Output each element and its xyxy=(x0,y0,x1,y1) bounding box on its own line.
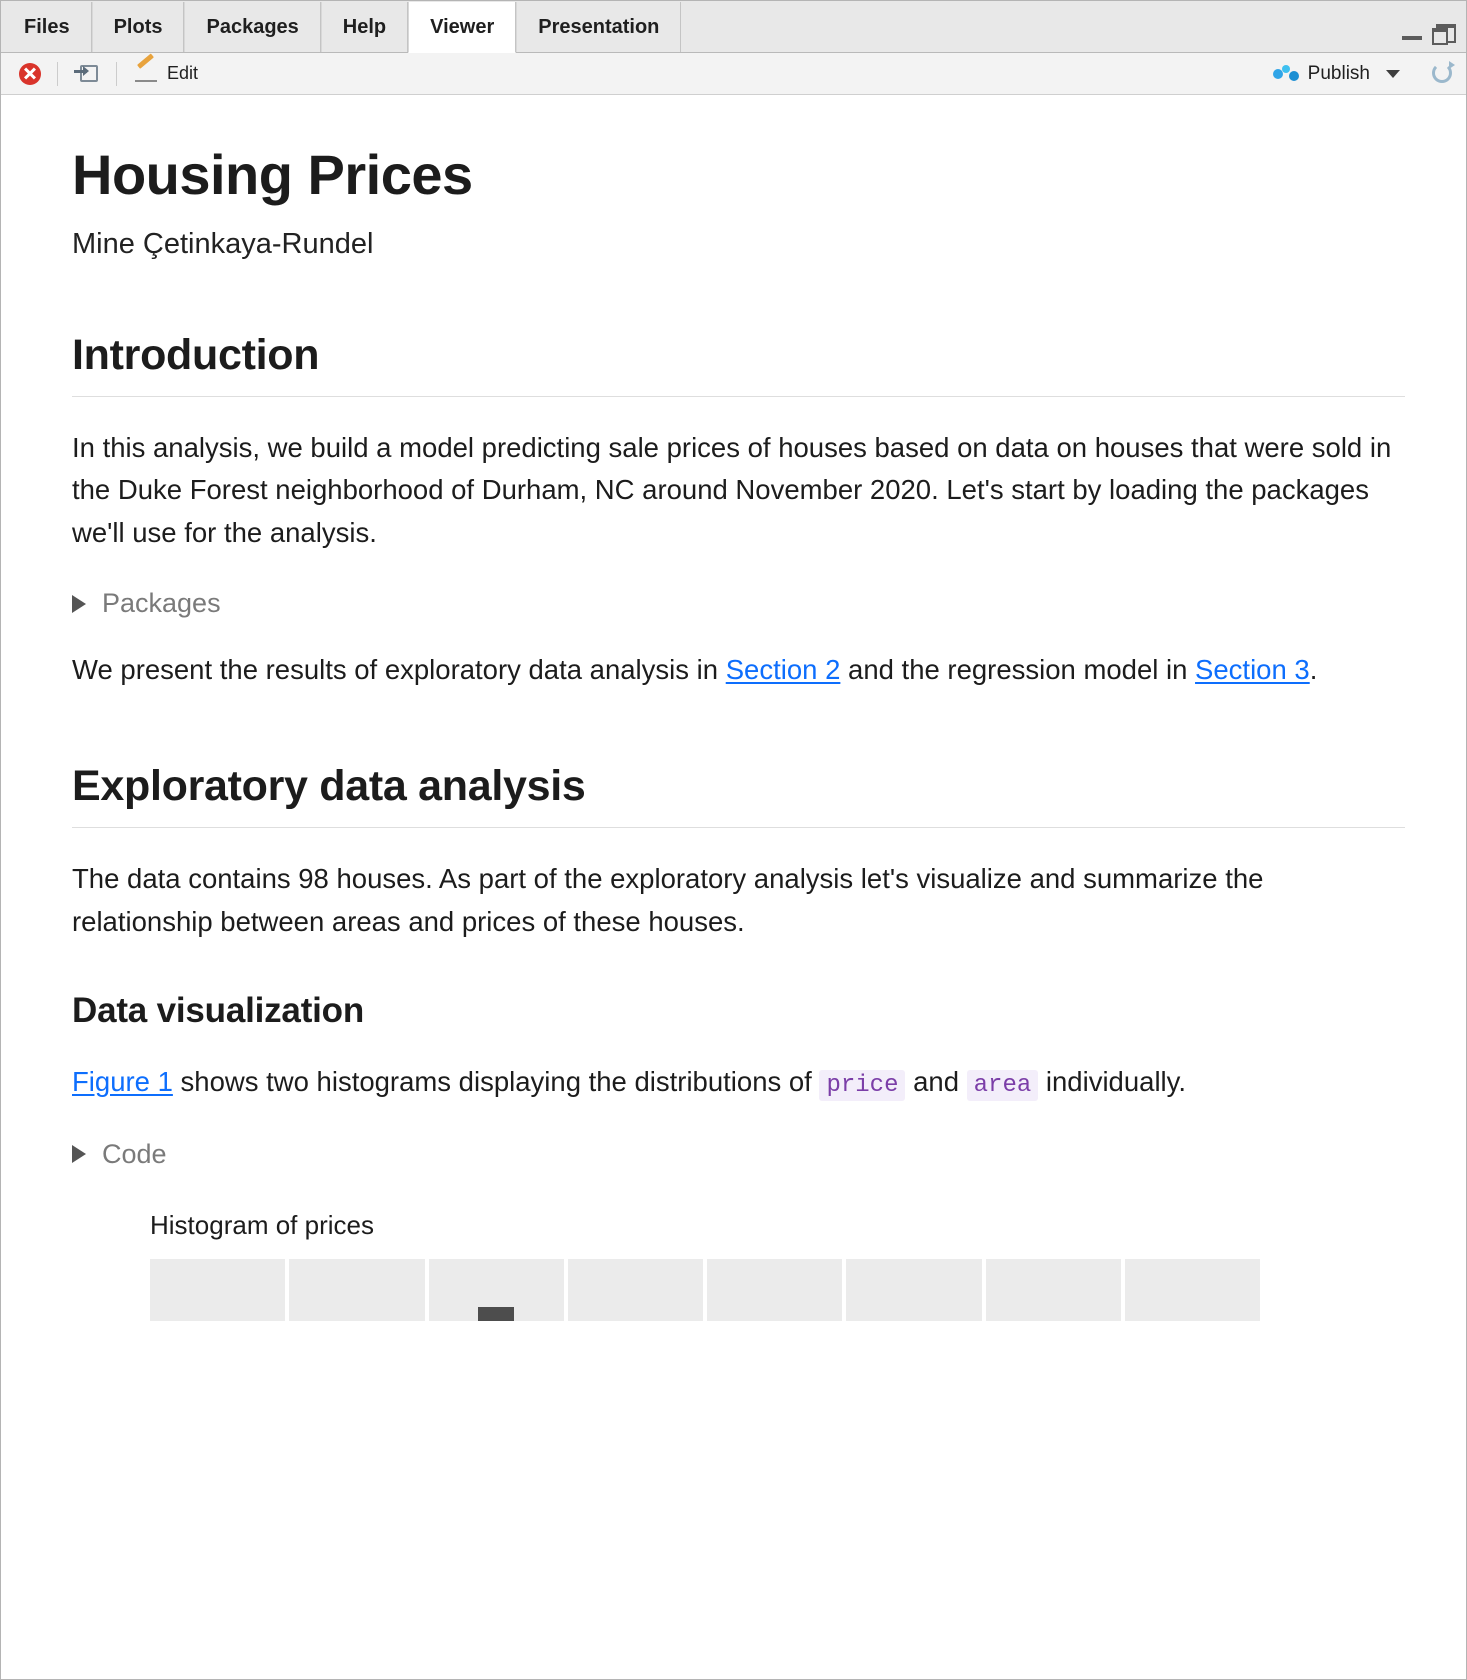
quarto-document xyxy=(2,96,1465,1321)
publish-label: Publish xyxy=(1307,62,1370,84)
heading-eda: Exploratory data analysis xyxy=(72,762,1405,828)
eda-paragraph: The data contains 98 houses. As part of the exploratory analysis let's visualize and summarize the relationship between areas and prices of these houses. xyxy=(72,863,1264,937)
intro-p2-text-3: . xyxy=(1309,654,1318,686)
details-code[interactable] xyxy=(72,1139,1405,1170)
window-controls xyxy=(1402,24,1466,52)
stop-button[interactable] xyxy=(11,57,49,91)
viewer-toolbar xyxy=(1,53,1466,95)
document-author: Mine Çetinkaya-Rundel xyxy=(72,227,374,260)
edit-label: Edit xyxy=(167,63,199,83)
chevron-right-icon xyxy=(72,1145,86,1163)
toolbar-right-group xyxy=(1264,57,1456,91)
maximize-icon[interactable] xyxy=(1432,24,1452,42)
link-section-2[interactable]: Section 2 xyxy=(725,654,841,686)
intro-paragraph-2 xyxy=(72,649,1405,692)
tab-files[interactable] xyxy=(3,2,92,52)
histogram-plot-area xyxy=(150,1257,1260,1321)
figure-title: Histogram of prices xyxy=(150,1209,374,1240)
figure-sentence-text-2: and xyxy=(905,1066,967,1098)
toolbar-separator-2 xyxy=(116,62,117,86)
histogram-cell xyxy=(150,1259,289,1321)
histogram-bar xyxy=(478,1307,514,1321)
histogram-cell xyxy=(568,1259,707,1321)
show-in-new-window-button[interactable] xyxy=(66,57,108,91)
code-price: price xyxy=(819,1070,905,1101)
histogram-cell xyxy=(707,1259,846,1321)
histogram-cell xyxy=(1125,1259,1260,1321)
publish-button[interactable] xyxy=(1264,57,1408,91)
details-packages[interactable] xyxy=(72,588,1405,619)
pane-tabstrip xyxy=(1,1,1466,53)
chevron-right-icon xyxy=(72,595,86,613)
tab-viewer-label: Viewer xyxy=(430,15,495,38)
figure-sentence-text-1: shows two histograms displaying the distributions of xyxy=(172,1066,820,1098)
chevron-down-icon[interactable] xyxy=(1386,70,1400,78)
tab-plots-label: Plots xyxy=(113,15,163,38)
figure-sentence xyxy=(72,1061,1405,1104)
tab-packages[interactable] xyxy=(184,2,320,52)
toolbar-separator-1 xyxy=(57,62,58,86)
histogram-cell xyxy=(986,1259,1125,1321)
details-packages-label: Packages xyxy=(102,588,221,619)
code-area: area xyxy=(967,1070,1039,1101)
minimize-icon[interactable] xyxy=(1402,26,1422,40)
histogram-cell xyxy=(429,1259,568,1321)
intro-paragraph-1: In this analysis, we build a model predicting sale prices of houses based on data on houses that were sold in the Duke Forest neighborhood of Durham, NC around November 2020. Let's start by loading the packages we'll use for the analysis. xyxy=(72,431,1392,548)
tab-viewer[interactable] xyxy=(408,2,516,53)
edit-button[interactable] xyxy=(125,57,206,91)
show-in-new-window-icon xyxy=(74,63,100,85)
tab-packages-label: Packages xyxy=(206,15,299,38)
publish-icon xyxy=(1272,63,1300,85)
heading-data-visualization: Data visualization xyxy=(72,991,365,1031)
link-figure-1[interactable]: Figure 1 xyxy=(72,1066,173,1098)
heading-introduction: Introduction xyxy=(72,331,1405,397)
figure-histogram-of-prices xyxy=(72,1210,1405,1321)
intro-p2-text-1: We present the results of exploratory data analysis in xyxy=(72,654,726,686)
tab-plots[interactable] xyxy=(92,2,185,52)
tab-help[interactable] xyxy=(321,2,408,52)
viewer-content-scroll[interactable] xyxy=(2,96,1465,1678)
intro-p2-text-2: and the regression model in xyxy=(840,654,1196,686)
histogram-cell xyxy=(289,1259,428,1321)
tab-presentation[interactable] xyxy=(516,2,681,52)
tab-presentation-label: Presentation xyxy=(538,15,660,38)
tab-files-label: Files xyxy=(24,15,70,38)
page-title: Housing Prices xyxy=(72,143,473,206)
stop-icon xyxy=(19,63,41,85)
refresh-icon[interactable] xyxy=(1430,61,1456,87)
pencil-icon xyxy=(133,63,159,85)
tab-help-label: Help xyxy=(342,15,387,38)
histogram-cell xyxy=(846,1259,985,1321)
details-code-label: Code xyxy=(102,1138,167,1169)
link-section-3[interactable]: Section 3 xyxy=(1195,654,1310,686)
figure-sentence-text-3: individually. xyxy=(1038,1066,1187,1098)
